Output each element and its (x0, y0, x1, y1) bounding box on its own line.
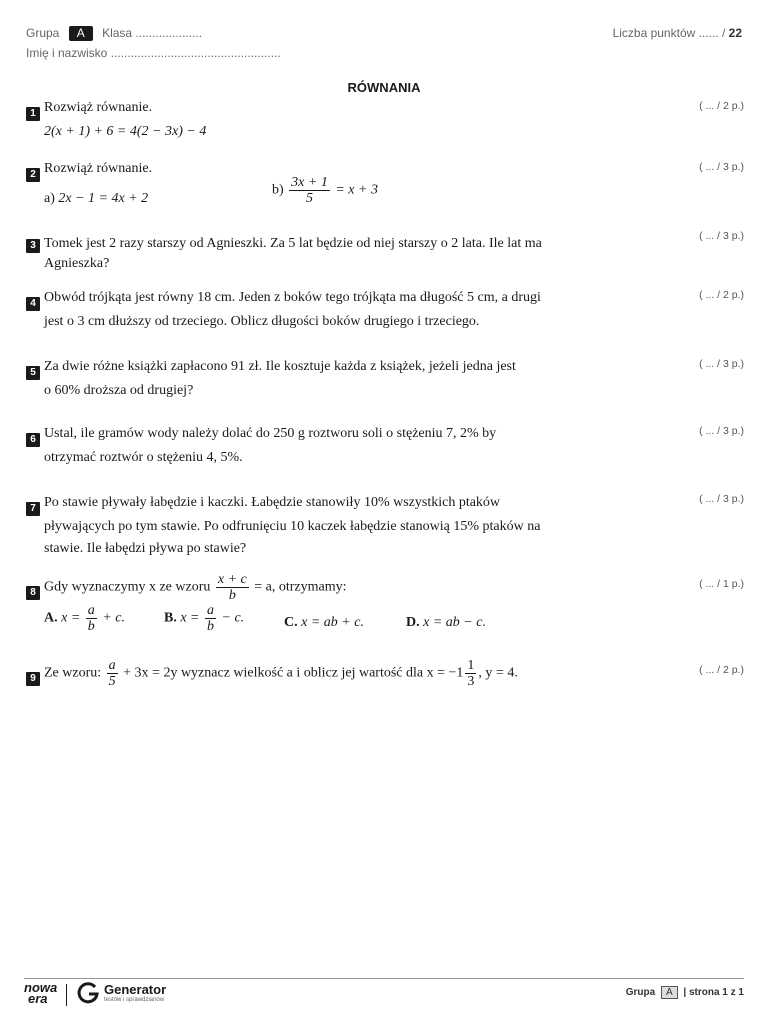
question-number: 5 (26, 366, 40, 380)
question-line: stawie. Ile łabędzi pływa po stawie? (44, 541, 247, 556)
equation: 2(x + 1) + 6 = 4(2 − 3x) − 4 (44, 124, 207, 139)
fraction-numerator: a (207, 603, 215, 618)
question-9 (26, 658, 586, 690)
mixed-fraction (465, 658, 476, 689)
question-number: 7 (26, 502, 40, 516)
fraction-denominator: b (207, 619, 215, 634)
generator-title: Generator (104, 982, 167, 997)
logo-separator (66, 984, 67, 1006)
question-number: 9 (26, 672, 40, 686)
part-a-equation: 2x − 1 = 4x + 2 (58, 191, 149, 206)
fraction-numerator: a (87, 603, 95, 618)
nowa-era-logo (24, 982, 57, 1004)
option-letter: A. (44, 610, 58, 626)
points-box: ( ... / 1 p.) (699, 578, 744, 590)
points-box: ( ... / 3 p.) (699, 358, 744, 370)
fraction-numerator: x + c (217, 572, 247, 587)
points-box: ( ... / 3 p.) (699, 493, 744, 505)
question-number: 4 (26, 297, 40, 311)
points-box: ( ... / 3 p.) (699, 161, 744, 173)
fraction-numerator: a (108, 658, 116, 673)
option-eq: x = (61, 610, 81, 626)
points-box: ( ... / 3 p.) (699, 425, 744, 437)
question-number: 2 (26, 168, 40, 182)
footer-page-info (626, 986, 744, 999)
question-line: o 60% droższa od drugiej? (44, 383, 194, 398)
question-number: 1 (26, 107, 40, 121)
question-7 (26, 495, 586, 556)
fraction-denominator: b (228, 588, 236, 603)
question-line: Za dwie różne książki zapłacono 91 zł. Ile kosztuje każda z książek, jeżeli jedna jest (44, 359, 516, 374)
fraction (216, 572, 249, 603)
option-d[interactable] (406, 611, 486, 635)
question-4 (26, 290, 586, 329)
generator-logo-text (104, 983, 166, 1004)
fraction-numerator: 1 (467, 658, 475, 673)
footer-divider (24, 978, 744, 979)
footer-group-label: Grupa (625, 987, 656, 998)
question-5 (26, 359, 586, 398)
question-3 (26, 233, 586, 271)
part-b-label: b) (272, 182, 284, 198)
question-line: otrzymać roztwór o stężeniu 4, 5%. (44, 450, 243, 465)
option-eq: x = ab − c. (423, 615, 486, 630)
question-8 (26, 572, 586, 634)
points-label: Liczba punktów ...... / (612, 26, 726, 40)
points-box: ( ... / 2 p.) (699, 664, 744, 676)
footer-group-badge: A (661, 986, 678, 999)
class-label: Klasa .................... (102, 26, 203, 40)
question-1 (26, 100, 586, 139)
fraction-numerator: 3x + 1 (291, 175, 328, 190)
option-eq: x = ab + c. (301, 615, 364, 630)
question-number: 6 (26, 433, 40, 447)
logo-text-era: era (28, 991, 48, 1006)
question-line: Po stawie pływały łabędzie i kaczki. Łabędzie stanowiły 10% wszystkich ptaków (44, 495, 501, 510)
points-summary (613, 26, 742, 40)
option-letter: D. (406, 615, 420, 630)
question-text: Rozwiąż równanie. (44, 161, 153, 176)
points-total: 22 (728, 26, 742, 40)
question-text-mid: + 3x = 2y wyznacz wielkość a i oblicz jej wartość dla x = −1 (123, 665, 464, 681)
fraction (289, 175, 330, 206)
option-letter: C. (284, 615, 298, 630)
option-eq-end: − c. (221, 610, 245, 626)
question-text: Rozwiąż równanie. (44, 100, 153, 115)
generator-icon (76, 981, 100, 1010)
question-text: Ze wzoru: (44, 665, 102, 681)
question-6 (26, 426, 586, 465)
question-line: Ustal, ile gramów wody należy dolać do 250 g roztworu soli o stężeniu 7, 2% by (44, 426, 497, 441)
option-eq-end: + c. (102, 610, 125, 626)
points-box: ( ... / 2 p.) (699, 289, 744, 301)
group-label: Grupa (26, 26, 60, 40)
footer-page-label: | strona 1 z 1 (683, 987, 744, 998)
question-number: 8 (26, 586, 40, 600)
question-text-end: = a, otrzymamy: (254, 579, 347, 595)
part-a-label: a) (44, 191, 55, 206)
question-line: pływających po tym stawie. Po odfrunięciu 10 kaczek łabędzie stanowią 15% ptaków na (44, 519, 541, 534)
points-box: ( ... / 3 p.) (699, 230, 744, 242)
question-text: Gdy wyznaczymy x ze wzoru (44, 579, 211, 595)
fraction (205, 603, 216, 634)
generator-subtitle: testów i sprawdzianów (104, 997, 165, 1003)
option-a[interactable] (44, 603, 125, 634)
logo-text-nowa: nowa (24, 980, 58, 995)
question-2 (26, 161, 586, 206)
name-label: Imię i nazwisko ................................................... (26, 46, 281, 60)
fraction (107, 658, 118, 689)
part-b-rest: = x + 3 (335, 182, 378, 198)
option-b[interactable] (164, 603, 244, 634)
fraction-denominator: b (87, 619, 95, 634)
fraction-denominator: 5 (306, 191, 313, 206)
question-line: jest o 3 cm dłuższy od trzeciego. Oblicz długości boków drugiego i trzeciego. (44, 314, 480, 329)
fraction-denominator: 5 (108, 674, 116, 689)
option-letter: B. (164, 610, 177, 626)
header-group-row (26, 26, 202, 41)
question-text-end: , y = 4. (478, 665, 518, 681)
question-text: Tomek jest 2 razy starszy od Agnieszki. Za 5 lat będzie od niej starszy o 2 lata. Ile lat ma Agnieszka? (44, 236, 542, 271)
option-c[interactable] (284, 611, 364, 635)
points-box: ( ... / 2 p.) (699, 100, 744, 112)
fraction (86, 603, 97, 634)
option-eq: x = (180, 610, 200, 626)
question-line: Obwód trójkąta jest równy 18 cm. Jeden z boków tego trójkąta ma długość 5 cm, a drugi (44, 290, 541, 305)
page-title: RÓWNANIA (347, 80, 421, 95)
group-badge: A (69, 26, 93, 41)
fraction-denominator: 3 (467, 674, 475, 689)
question-number: 3 (26, 239, 40, 253)
